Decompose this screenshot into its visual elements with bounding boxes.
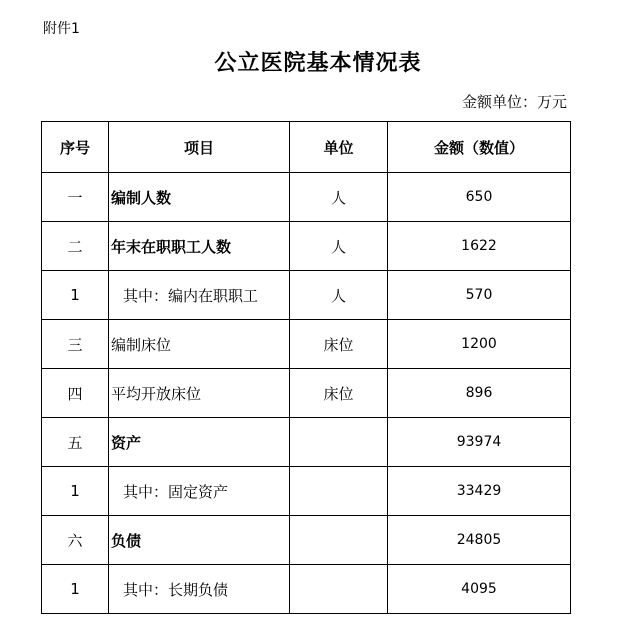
table-row [42, 369, 571, 418]
row-no: 六 [42, 516, 109, 565]
table-row [42, 516, 571, 565]
row-value: 93974 [388, 418, 571, 467]
table-row [42, 271, 571, 320]
row-unit [290, 467, 388, 516]
attachment-label: 附件1 [43, 21, 80, 37]
row-unit: 人 [290, 173, 388, 222]
row-value: 24805 [388, 516, 571, 565]
row-item: 编制床位 [109, 320, 290, 369]
header-unit: 单位 [290, 122, 388, 173]
row-value: 1200 [388, 320, 571, 369]
row-no: 一 [42, 173, 109, 222]
page-title: 公立医院基本情况表 [214, 50, 422, 76]
row-item: 其中：固定资产 [109, 467, 290, 516]
table-row [42, 418, 571, 467]
unit-note: 金额单位：万元 [461, 93, 567, 111]
row-unit: 人 [290, 222, 388, 271]
header-item: 项目 [109, 122, 290, 173]
row-no: 四 [42, 369, 109, 418]
row-value: 650 [388, 173, 571, 222]
row-value: 33429 [388, 467, 571, 516]
hospital-info-table [41, 121, 571, 614]
row-no: 1 [42, 271, 109, 320]
table-row [42, 222, 571, 271]
row-unit: 床位 [290, 320, 388, 369]
row-value: 570 [388, 271, 571, 320]
row-item: 其中：长期负债 [109, 565, 290, 614]
row-value: 1622 [388, 222, 571, 271]
row-value: 4095 [388, 565, 571, 614]
table-row [42, 320, 571, 369]
table-row [42, 565, 571, 614]
row-unit [290, 565, 388, 614]
table-row [42, 467, 571, 516]
table-header-row [42, 122, 571, 173]
row-unit: 床位 [290, 369, 388, 418]
row-no: 三 [42, 320, 109, 369]
row-unit [290, 516, 388, 565]
row-no: 1 [42, 467, 109, 516]
header-amount: 金额（数值） [388, 122, 571, 173]
row-no: 二 [42, 222, 109, 271]
header-no: 序号 [42, 122, 109, 173]
row-no: 1 [42, 565, 109, 614]
row-item: 其中：编内在职职工 [109, 271, 290, 320]
row-item: 负债 [109, 516, 290, 565]
row-item: 编制人数 [109, 173, 290, 222]
row-item: 平均开放床位 [109, 369, 290, 418]
row-no: 五 [42, 418, 109, 467]
row-item: 年末在职职工人数 [109, 222, 290, 271]
row-unit: 人 [290, 271, 388, 320]
row-value: 896 [388, 369, 571, 418]
row-unit [290, 418, 388, 467]
table-row [42, 173, 571, 222]
row-item: 资产 [109, 418, 290, 467]
